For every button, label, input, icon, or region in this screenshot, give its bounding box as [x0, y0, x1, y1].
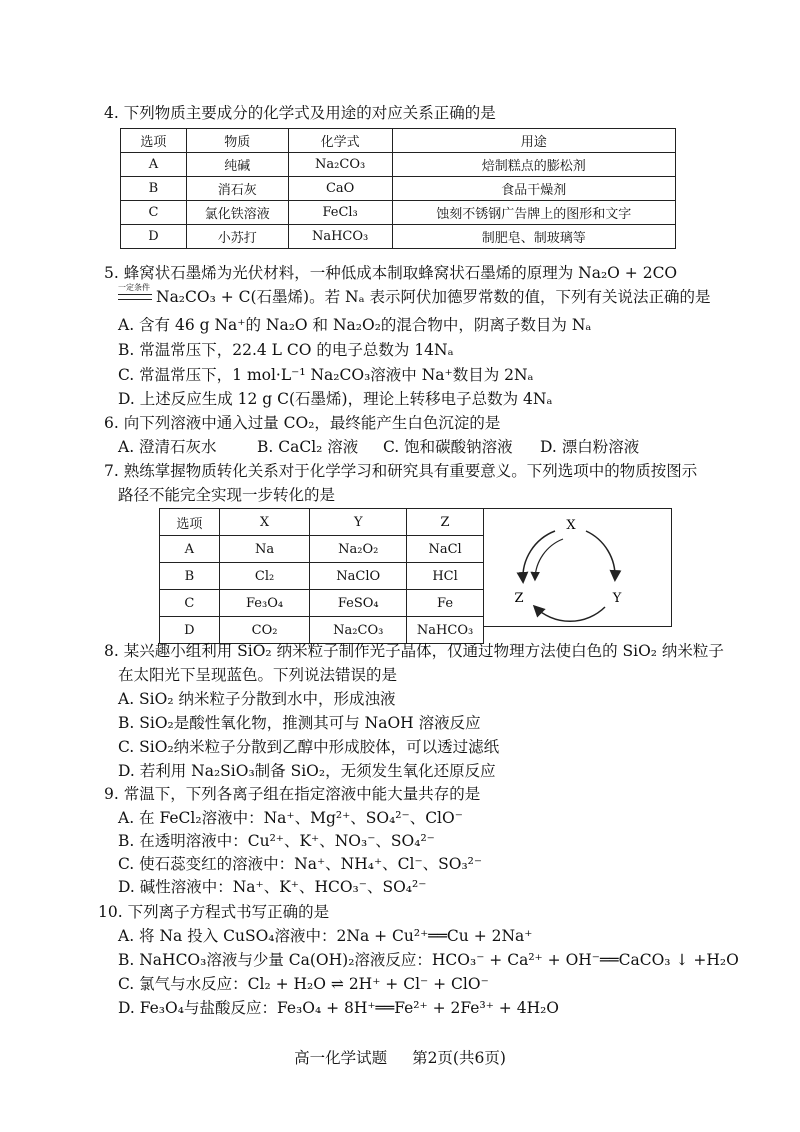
node-x-label: X [566, 518, 576, 533]
table-header-cell: Z [407, 509, 484, 536]
node-y-label: Y [612, 591, 622, 606]
q6-option-a: A. 澄清石灰水 [118, 438, 217, 456]
q8-stem-line2: 在太阳光下呈现蓝色。下列说法错误的是 [118, 666, 398, 684]
cycle-diagram-svg [483, 509, 671, 626]
table-cell: NaClO [310, 563, 407, 590]
table-cell: C [121, 201, 187, 225]
table-row [160, 563, 484, 590]
q7-stem-line2: 路径不能完全实现一步转化的是 [118, 486, 336, 504]
table-cell: 食品干燥剂 [392, 177, 675, 201]
q5-option-d: D. 上述反应生成 12 g C(石墨烯)，理论上转移电子总数为 4Nₐ [118, 390, 553, 408]
table-cell: A [121, 153, 187, 177]
arc-arrow-icon [586, 531, 615, 579]
arc-arrow-icon [523, 531, 555, 581]
table-header-row [121, 129, 676, 153]
table-cell: 消石灰 [186, 177, 288, 201]
table-cell: C [160, 590, 220, 617]
table-header-cell: 化学式 [288, 129, 392, 153]
table-row [160, 590, 484, 617]
arc-arrow-icon [535, 539, 563, 579]
q5-option-c: C. 常温常压下，1 mol·L⁻¹ Na₂CO₃溶液中 Na⁺数目为 2Nₐ [118, 366, 534, 384]
q9-stem: 9. 常温下，下列各离子组在指定溶液中能大量共存的是 [104, 785, 481, 803]
q7-stem-line1: 7. 熟练掌握物质转化关系对于化学学习和研究具有重要意义。下列选项中的物质按图示 [104, 462, 698, 480]
table-row [121, 201, 676, 225]
table-cell: 蚀刻不锈钢广告牌上的图形和文字 [392, 201, 675, 225]
q9-option-c: C. 使石蕊变红的溶液中：Na⁺、NH₄⁺、Cl⁻、SO₃²⁻ [118, 855, 483, 873]
table-cell: 小苏打 [186, 225, 288, 249]
q8-option-a: A. SiO₂ 纳米粒子分散到水中，形成浊液 [118, 690, 396, 708]
q6-option-b: B. CaCl₂ 溶液 [257, 438, 359, 456]
table-cell: CaO [288, 177, 392, 201]
table-header-cell: Y [310, 509, 407, 536]
footer-title: 高一化学试题 [294, 1049, 388, 1067]
table-row [160, 536, 484, 563]
table-cell: NaHCO₃ [407, 617, 484, 644]
table-cell: Fe₃O₄ [219, 590, 310, 617]
reaction-arrow-icon [118, 294, 152, 300]
q5-stem-line2: Na₂CO₃ + C(石墨烯)。若 Nₐ 表示阿伏加德罗常数的值，下列有关说法正确的是 [156, 288, 711, 306]
q6-option-d: D. 漂白粉溶液 [540, 438, 640, 456]
arc-arrow-icon [535, 607, 605, 621]
q6-stem: 6. 向下列溶液中通入过量 CO₂，最终能产生白色沉淀的是 [104, 414, 501, 432]
q8-option-c: C. SiO₂纳米粒子分散到乙醇中形成胶体，可以透过滤纸 [118, 738, 500, 756]
table-cell: D [160, 617, 220, 644]
table-cell: FeSO₄ [310, 590, 407, 617]
table-cell: Na₂CO₃ [310, 617, 407, 644]
node-z-label: Z [514, 591, 524, 606]
q5-stem-line1: 5. 蜂窝状石墨烯为光伏材料，一种低成本制取蜂窝状石墨烯的原理为 Na₂O + 2CO [104, 264, 678, 282]
table-header-row [160, 509, 484, 536]
table-header-cell: 选项 [160, 509, 220, 536]
footer-page-number: 第2页(共6页) [412, 1049, 506, 1067]
q8-option-d: D. 若利用 Na₂SiO₃制备 SiO₂，无须发生氧化还原反应 [118, 762, 496, 780]
table-cell: NaCl [407, 536, 484, 563]
table-row [121, 153, 676, 177]
q5-option-b: B. 常温常压下，22.4 L CO 的电子总数为 14Nₐ [118, 341, 454, 359]
q4-table [120, 128, 676, 249]
table-cell: 氯化铁溶液 [186, 201, 288, 225]
table-cell: Na [219, 536, 310, 563]
q5-option-a: A. 含有 46 g Na⁺的 Na₂O 和 Na₂O₂的混合物中，阴离子数目为 Nₐ [118, 316, 592, 334]
q7-table [159, 508, 484, 644]
table-cell: HCl [407, 563, 484, 590]
table-cell: 纯碱 [186, 153, 288, 177]
q10-option-d: D. Fe₃O₄与盐酸反应：Fe₃O₄ + 8H⁺══Fe²⁺ + 2Fe³⁺ + 4H₂O [118, 999, 560, 1017]
table-header-cell: 选项 [121, 129, 187, 153]
q8-option-b: B. SiO₂是酸性氧化物，推测其可与 NaOH 溶液反应 [118, 714, 481, 732]
table-cell: FeCl₃ [288, 201, 392, 225]
q5-condition-label: 一定条件 [118, 283, 150, 292]
table-row [121, 177, 676, 201]
table-cell: NaHCO₃ [288, 225, 392, 249]
table-cell: D [121, 225, 187, 249]
q6-option-c: C. 饱和碳酸钠溶液 [383, 438, 513, 456]
table-cell: CO₂ [219, 617, 310, 644]
table-header-cell: 用途 [392, 129, 675, 153]
table-header-cell: X [219, 509, 310, 536]
q4-stem: 4. 下列物质主要成分的化学式及用途的对应关系正确的是 [104, 104, 496, 122]
q9-option-a: A. 在 FeCl₂溶液中：Na⁺、Mg²⁺、SO₄²⁻、ClO⁻ [118, 809, 463, 827]
table-cell: Na₂CO₃ [288, 153, 392, 177]
table-cell: B [160, 563, 220, 590]
table-row [121, 225, 676, 249]
table-cell: B [121, 177, 187, 201]
q10-option-b: B. NaHCO₃溶液与少量 Ca(OH)₂溶液反应：HCO₃⁻ + Ca²⁺ + OH⁻══CaCO₃ ↓ +H₂O [118, 951, 739, 969]
q10-option-c: C. 氯气与水反应：Cl₂ + H₂O ⇌ 2H⁺ + Cl⁻ + ClO⁻ [118, 975, 489, 993]
table-header-cell: 物质 [186, 129, 288, 153]
q10-option-a: A. 将 Na 投入 CuSO₄溶液中：2Na + Cu²⁺══Cu + 2Na⁺ [118, 927, 533, 945]
q9-option-b: B. 在透明溶液中：Cu²⁺、K⁺、NO₃⁻、SO₄²⁻ [118, 832, 435, 850]
table-cell: Na₂O₂ [310, 536, 407, 563]
q10-stem: 10. 下列离子方程式书写正确的是 [98, 903, 330, 921]
q8-stem-line1: 8. 某兴趣小组利用 SiO₂ 纳米粒子制作光子晶体，仅通过物理方法使白色的 SiO₂ 纳米粒子 [104, 642, 724, 660]
table-cell: A [160, 536, 220, 563]
table-cell: Cl₂ [219, 563, 310, 590]
table-cell: 制肥皂、制玻璃等 [392, 225, 675, 249]
table-cell: Fe [407, 590, 484, 617]
q9-option-d: D. 碱性溶液中：Na⁺、K⁺、HCO₃⁻、SO₄²⁻ [118, 878, 427, 896]
page-footer [0, 1046, 800, 1068]
q7-cycle-diagram [483, 508, 672, 627]
table-cell: 焙制糕点的膨松剂 [392, 153, 675, 177]
